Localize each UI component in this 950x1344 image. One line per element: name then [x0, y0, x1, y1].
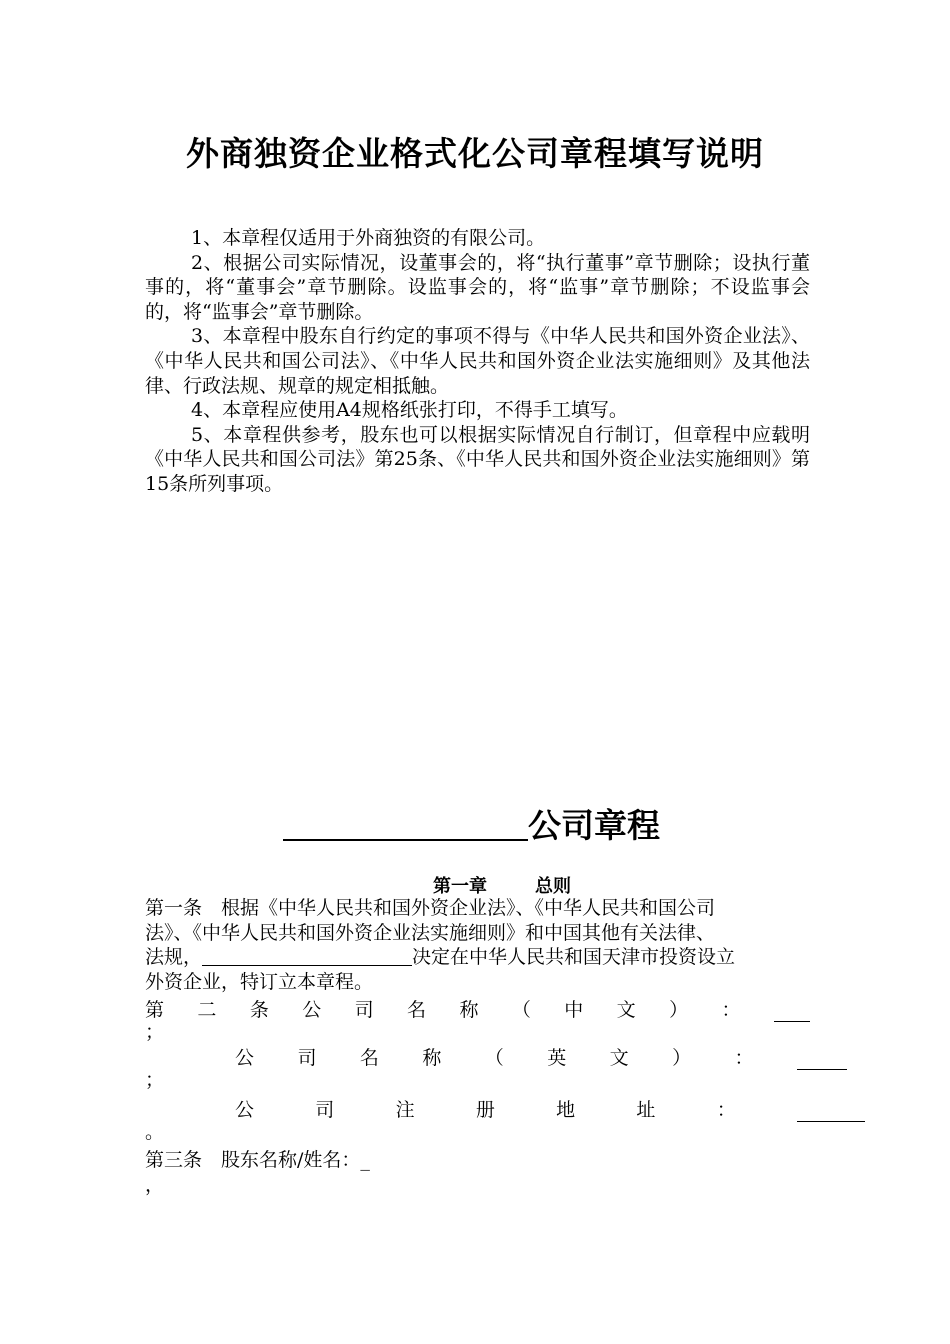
article-3-line: 第三条 股东名称/姓名：_	[145, 1149, 370, 1172]
company-name-blank	[283, 805, 528, 841]
charter-body	[145, 896, 810, 1198]
spread-char: 文	[616, 998, 636, 1021]
document-title: 外商独资企业格式化公司章程填写说明	[186, 134, 764, 173]
fill-blank	[774, 1001, 810, 1022]
instruction-item: 1、本章程仅适用于外商独资的有限公司。	[191, 227, 546, 249]
article-1-line: 法》、《中华人民共和国外资企业法实施细则》和中国其他有关法律、	[145, 921, 716, 944]
spread-char: 司	[297, 1046, 317, 1069]
spread-char: ：	[721, 998, 741, 1021]
spread-char: 册	[475, 1098, 495, 1121]
instruction-item: 3、本章程中股东自行约定的事项不得与《中华人民共和国外资企业法》、《中华人民共和国公司法》、《中华人民共和国外资企业法实施细则》及其他法律、行政法规、规章的规定相抵触。	[145, 325, 810, 397]
spread-char: 第	[145, 998, 165, 1021]
charter-title-text: 公司章程	[528, 806, 660, 845]
article-1-line: 第一条 根据《中华人民共和国外资企业法》、《中华人民共和国公司	[145, 897, 716, 919]
spread-char: （	[484, 1046, 504, 1069]
row-end-mark: ；	[145, 1021, 165, 1044]
article-2-english-name-row	[235, 1046, 847, 1070]
article-2-address-row	[235, 1096, 865, 1122]
row-end-mark: ，	[145, 1173, 165, 1196]
spread-char: 英	[547, 1046, 567, 1069]
article-1-text: 决定在中华人民共和国天津市投资设立	[412, 946, 736, 969]
article-1-text: 法规，	[145, 946, 203, 969]
spread-char: 名	[359, 1046, 379, 1069]
spread-char: 地	[556, 1098, 576, 1121]
spread-char: 注	[395, 1098, 415, 1121]
spread-char: ：	[734, 1046, 754, 1069]
article-1-line: 外资企业，特订立本章程。	[145, 970, 374, 993]
investor-blank	[202, 945, 412, 966]
spread-char: 司	[354, 998, 374, 1021]
spread-char: 中	[564, 998, 584, 1021]
spread-char: ：	[716, 1098, 736, 1121]
spread-char: 公	[235, 1098, 255, 1121]
chapter-heading	[433, 872, 571, 898]
article-2-chinese-name-row	[145, 996, 810, 1022]
chapter-name: 总则	[535, 876, 571, 897]
charter-title	[283, 800, 660, 847]
spread-char: 名	[407, 998, 427, 1021]
spread-char: 司	[315, 1098, 335, 1121]
fill-blank	[797, 1101, 865, 1122]
spread-char: ）	[669, 998, 689, 1021]
spread-char: 条	[249, 998, 269, 1021]
spread-char: 公	[302, 998, 322, 1021]
fill-blank	[797, 1049, 847, 1070]
spread-char: 文	[609, 1046, 629, 1069]
spread-char: 公	[235, 1046, 255, 1069]
instructions-list	[145, 226, 810, 497]
spread-char: 二	[197, 998, 217, 1021]
spread-char: 址	[636, 1098, 656, 1121]
instruction-item: 5、本章程供参考，股东也可以根据实际情况自行制订，但章程中应载明《中华人民共和国公司法》第25条、《中华人民共和国外资企业法实施细则》第15条所列事项。	[145, 423, 810, 495]
instruction-item: 4、本章程应使用A4规格纸张打印，不得手工填写。	[191, 399, 628, 422]
spread-char: ）	[672, 1046, 692, 1069]
chapter-number: 第一章	[433, 876, 487, 897]
spread-char: 称	[459, 998, 479, 1021]
row-end-mark: ；	[145, 1069, 165, 1092]
instruction-item: 2、根据公司实际情况，设董事会的，将“执行董事”章节删除；设执行董事的，将“董事会”章节删除。设监事会的，将“监事”章节删除；不设监事会的，将“监事会”章节删除。	[145, 251, 810, 323]
spread-char: 称	[422, 1046, 442, 1069]
spread-char: （	[511, 998, 531, 1021]
row-end-mark: 。	[145, 1121, 165, 1144]
article-1-line	[145, 945, 810, 970]
